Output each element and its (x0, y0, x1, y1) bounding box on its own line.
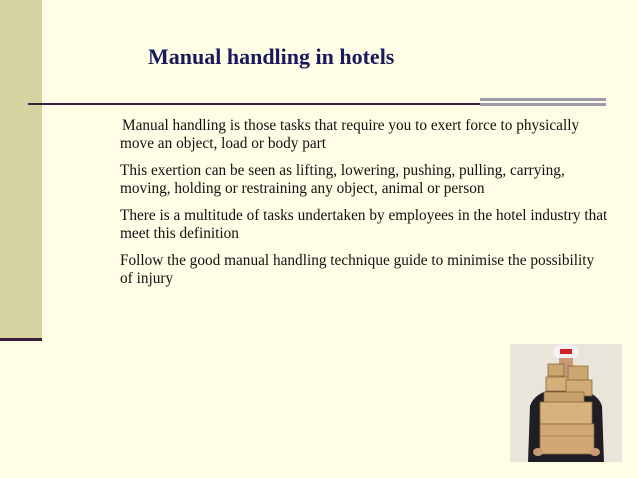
person-carrying-boxes-photo (510, 344, 622, 462)
body-paragraph: This exertion can be seen as lifting, lowering, pushing, pulling, carrying, moving, holding or restraining any object, animal or person (120, 162, 565, 197)
body-paragraph: Manual handling is those tasks that require you to exert force to physically move an object, load or body part (120, 117, 580, 152)
body-paragraph: Follow the good manual handling technique guide to minimise the possibility of injury (120, 252, 595, 287)
side-accent-rule (0, 338, 42, 341)
decorative-lines (480, 98, 606, 112)
slide-title: Manual handling in hotels (148, 44, 395, 69)
body-paragraph: There is a multitude of tasks undertaken by employees in the hotel industry that meet this definition (120, 207, 608, 242)
side-accent-bar (0, 0, 42, 340)
boxes-illustration (510, 344, 622, 462)
slide-body (120, 117, 610, 297)
